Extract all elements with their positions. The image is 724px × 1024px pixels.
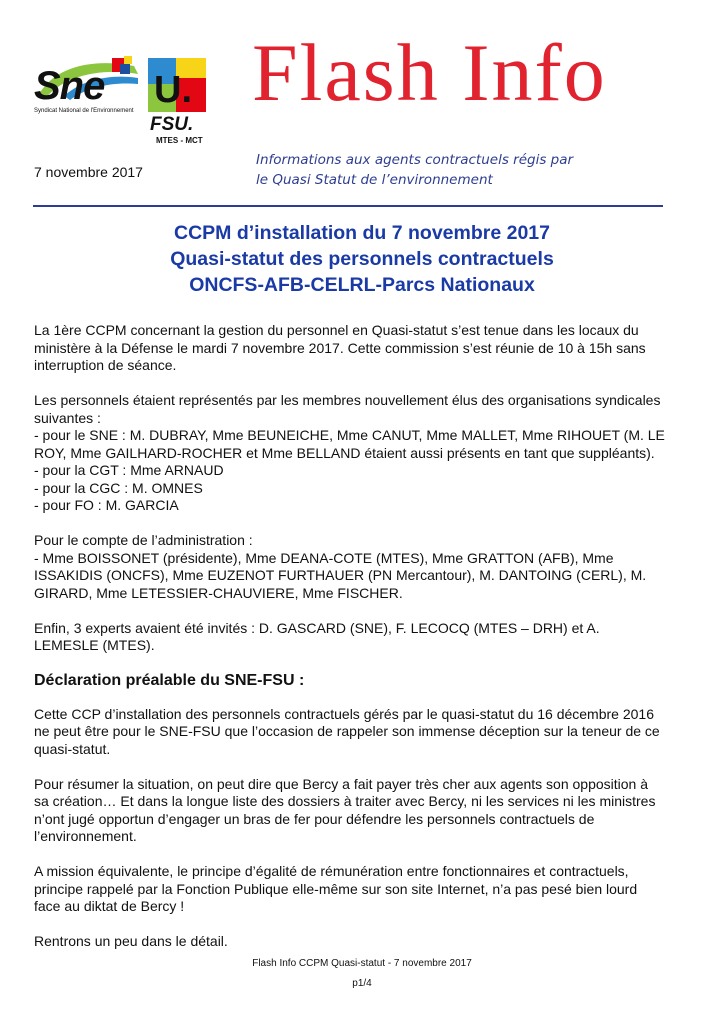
declaration-paragraph-2: Pour résumer la situation, on peut dire que Bercy a fait payer très cher aux agents son opposition à sa création… Et dans la longue liste des dossiers à traiter avec Bercy, ni les services ni les ministres n’ont jugé opportun d’engager un bras de fer pour défendre les personnels contractuels de l’environnement. — [34, 775, 656, 844]
page-number: p1/4 — [352, 978, 372, 989]
intro-paragraph: La 1ère CCPM concernant la gestion du personnel en Quasi-statut s’est tenue dans les locaux du ministère à la Défense le mardi 7 novembre 2017. Cette commission s’est réunie de 10 à 15h sans interruption de séance. — [34, 322, 646, 373]
sne-logo — [34, 56, 142, 118]
sne-logo-text: Sne — [34, 64, 105, 108]
representatives-cgt: - pour la CGT : Mme ARNAUD — [34, 462, 224, 478]
declaration-paragraph-3: A mission équivalente, le principe d’égalité de rémunération entre fonctionnaires et contractuels, principe rappelé par la Fonction Publique elle-même sur son site Internet, n’a pas pesé bien lourd face au diktat de Bercy ! — [34, 863, 638, 914]
newsletter-subtitle — [256, 150, 573, 190]
representatives-intro: Les personnels étaient représentés par les membres nouvellement élus des organisations syndicales suivantes : — [34, 392, 661, 426]
administration-list: - Mme BOISSONET (présidente), Mme DEANA-COTE (MTES), Mme GRATTON (AFB), Mme ISSAKIDIS (ONCFS), Mme EUZENOT FURTHAUER (PN Mercantour), M. DANTOING (CERL), M. GIRARD, Mme LETESSIER-CHAUVIERE, Mme FISCHER. — [34, 549, 647, 601]
administration-intro: Pour le compte de l’administration : — [34, 532, 253, 548]
fsu-logo-subtext: MTES - MCT — [156, 136, 203, 145]
section-heading: Déclaration préalable du SNE-FSU : — [34, 672, 305, 689]
declaration-paragraph-1: Cette CCP d’installation des personnels contractuels gérés par le quasi-statut du 16 décembre 2016 ne peut être pour le SNE-FSU que l’occasion de rappeler son immense déception sur la teneur de ce quasi-statut. — [34, 705, 660, 757]
fsu-logo-graphic — [146, 56, 210, 114]
experts-paragraph: Enfin, 3 experts avaient été invités : D. GASCARD (SNE), F. LECOCQ (MTES – DRH) et A. LEMESLE (MTES). — [34, 619, 600, 653]
declaration-paragraph-4: Rentrons un peu dans le détail. — [34, 933, 228, 949]
representatives-cgc: - pour la CGC : M. OMNES — [34, 479, 203, 496]
newsletter-title: Flash Info — [252, 27, 607, 118]
svg-text:U.: U. — [154, 69, 192, 111]
fsu-logo-text: FSU. — [150, 114, 194, 135]
heading-line-3: ONCFS-AFB-CELRL-Parcs Nationaux — [189, 274, 535, 296]
representatives-fo: - pour FO : M. GARCIA — [34, 497, 179, 513]
sne-logo-caption: Syndicat National de l'Environnement — [34, 108, 134, 114]
page-footer: Flash Info CCPM Quasi-statut - 7 novembre 2017 — [252, 958, 472, 969]
fsu-logo — [146, 56, 210, 146]
document-headings — [0, 220, 724, 298]
subtitle-line-1: Informations aux agents contractuels régis par — [256, 152, 574, 168]
publication-date: 7 novembre 2017 — [34, 164, 143, 180]
document-body — [34, 322, 666, 968]
heading-line-2: Quasi-statut des personnels contractuels — [170, 248, 554, 270]
subtitle-line-2: le Quasi Statut de l’environnement — [256, 172, 493, 188]
representatives-sne: - pour le SNE : M. DUBRAY, Mme BEUNEICHE, Mme CANUT, Mme MALLET, Mme RIHOUET (M. LE ROY, Mme GAILHARD-ROCHER et Mme BELLAND étaient aussi présents en tant que suppléants). — [34, 427, 665, 461]
header-divider — [33, 205, 663, 207]
heading-line-1: CCPM d’installation du 7 novembre 2017 — [173, 222, 550, 244]
